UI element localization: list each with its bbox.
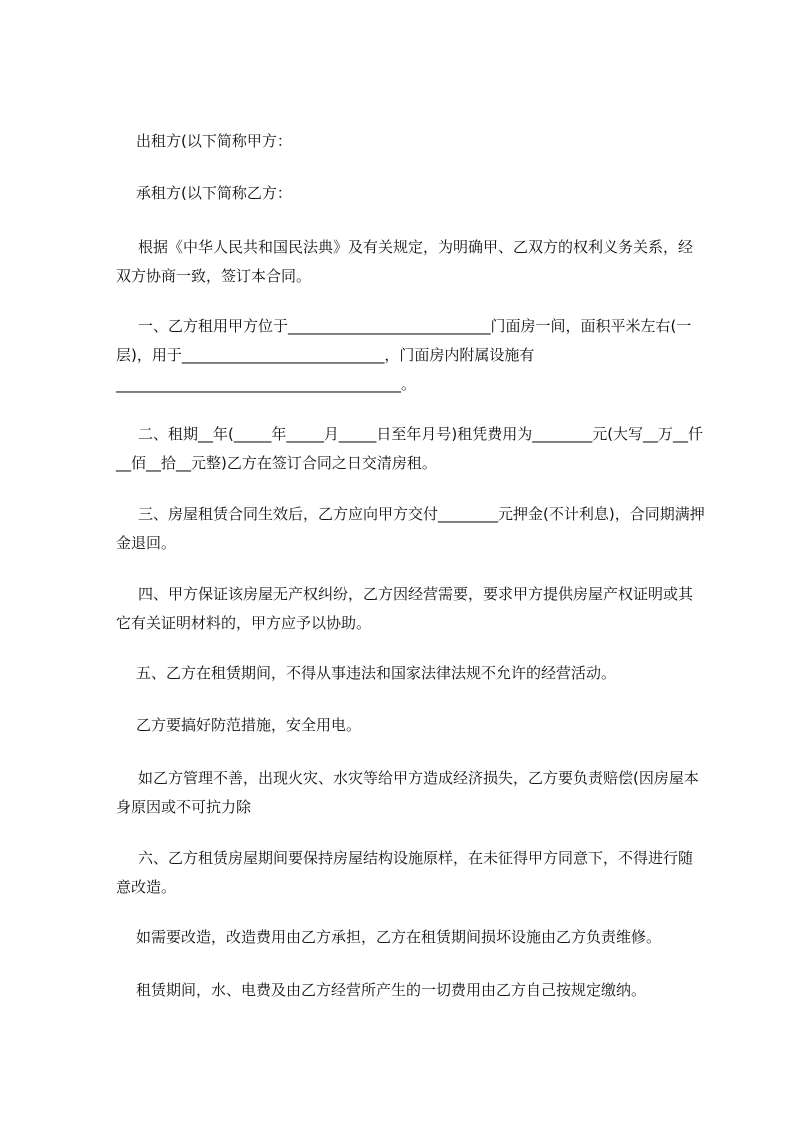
clause-1-paragraph: 一、乙方租用甲方位于___________________________门面房一间，面积平米左右(一层)，用于___________________________，门面房内附属设施有______________________________________。 bbox=[116, 317, 692, 393]
safety-paragraph: 乙方要搞好防范措施，安全用电。 bbox=[136, 716, 362, 734]
clause-4-paragraph: 四、甲方保证该房屋无产权纠纷，乙方因经营需要，要求甲方提供房屋产权证明或其它有关证明材料的，甲方应予以协助。 bbox=[116, 585, 694, 632]
preamble-paragraph: 根据《中华人民共和国民法典》及有关规定，为明确甲、乙双方的权利义务关系，经双方协商一致，签订本合同。 bbox=[116, 238, 694, 285]
utilities-paragraph: 租赁期间，水、电费及由乙方经营所产生的一切费用由乙方自己按规定缴纳。 bbox=[136, 981, 647, 999]
liability-paragraph: 如乙方管理不善，出现火灾、水灾等给甲方造成经济损失，乙方要负责赔偿(因房屋本身原因或不可抗力除 bbox=[116, 769, 699, 816]
modification-paragraph: 如需要改造，改造费用由乙方承担，乙方在租赁期间损坏设施由乙方负责维修。 bbox=[136, 928, 662, 946]
clause-5-paragraph: 五、乙方在租赁期间，不得从事违法和国家法律法规不允许的经营活动。 bbox=[136, 664, 617, 682]
clause-3-paragraph: 三、房屋租赁合同生效后，乙方应向甲方交付________元押金(不计利息)，合同期满押金退回。 bbox=[116, 505, 705, 552]
clause-6-paragraph: 六、乙方租赁房屋期间要保持房屋结构设施原样，在未征得甲方同意下，不得进行随意改造。 bbox=[116, 849, 694, 896]
lessee-line: 承租方(以下简称乙方： bbox=[136, 184, 292, 202]
clause-2-paragraph: 二、租期__年(_____年_____月_____日至年月号)租凭费用为________元(大写__万__仟__佰__拾__元整)乙方在签订合同之日交清房租。 bbox=[116, 425, 704, 472]
lessor-line: 出租方(以下简称甲方： bbox=[136, 132, 292, 150]
